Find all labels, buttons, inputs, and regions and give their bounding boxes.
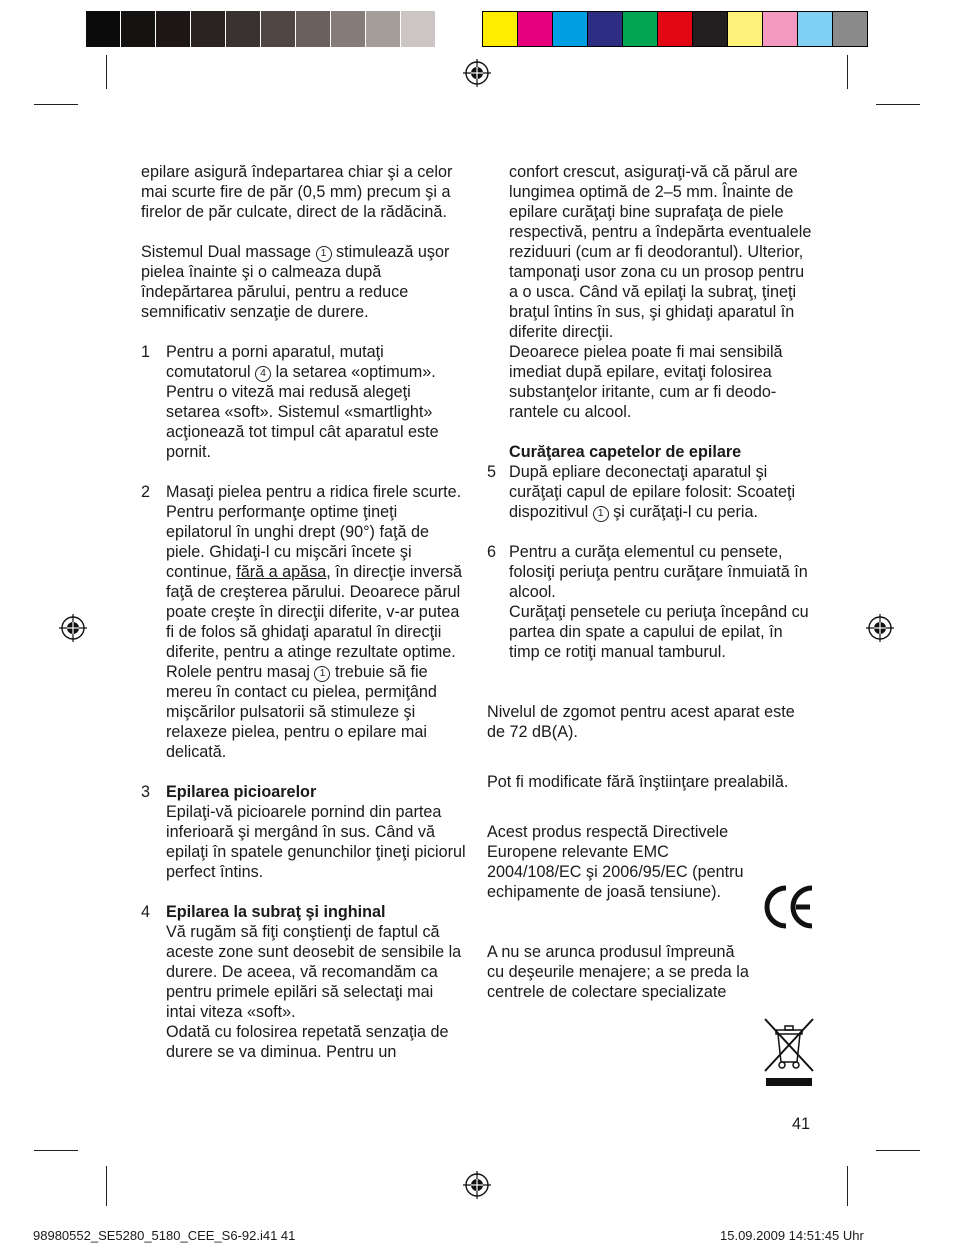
color-swatch (436, 11, 471, 47)
color-swatch (121, 11, 156, 47)
crop-mark (847, 1166, 848, 1206)
step-number: 2 (141, 483, 151, 501)
color-swatch (588, 11, 623, 47)
crop-mark (106, 55, 107, 89)
crop-mark (34, 1150, 78, 1151)
registration-mark-icon (463, 59, 491, 87)
color-swatch (261, 11, 296, 47)
step-3: 3 Epilarea picioarelor Epilaţi-vă picioarele pornind din partea inferioară şi mergând în sus. Când vă epilaţi în spatele genunchilor ţineţi piciorul perfect întins. (141, 783, 466, 881)
step-6: 6 Pentru a curăţa elementul cu pensete, folosiţi periuţa pentru curăţare înmuiată în alcool. Curăţaţi pensetele cu periuţa începând cu partea din spate a capului de epilat, în timp ce rotiţi manual tamburul. (487, 543, 809, 661)
circled-number-4-icon: 4 (255, 366, 271, 382)
circled-number-1-icon: 1 (316, 246, 332, 262)
color-swatch (331, 11, 366, 47)
footer-timestamp: 15.09.2009 14:51:45 Uhr (720, 1228, 864, 1243)
color-swatch (518, 11, 553, 47)
registration-mark-icon (463, 1171, 491, 1199)
color-swatch (833, 11, 868, 47)
color-swatch (226, 11, 261, 47)
step-2: 2 Masaţi pielea pentru a ridica firele scurte. Pentru performanţe optime ţineţi epilatorul în unghi drept (90°) faţă de piele. Ghidaţi-l cu mişcări încete şi continue, fără a apăsa, în direcţie inversă faţă de creşterea părului. Deoarece părul poate creşte în direcţii diferite, v-ar putea fi de folos să ghidaţi aparatul în direcţii diferite, pentru a atinge rezultate optime. Rolele pentru masaj 1 trebuie să fie mereu în contact cu pielea, permiţând mişcărilor pulsatorii să stimuleze şi relaxeze pielea, pentru o epilare mai delicată. (141, 483, 463, 761)
crop-mark (876, 104, 920, 105)
color-swatch (401, 11, 436, 47)
step-heading: Epilarea la subraţ şi inghinal (166, 903, 386, 921)
color-swatch (191, 11, 226, 47)
disposal-text: A nu se arunca produsul împreună cu deşeurile menajere; a se preda la centrele de colectare specializate (487, 943, 749, 1001)
step-number: 5 (487, 463, 497, 481)
continued-paragraph: confort crescut, asiguraţi-vă că părul are lungimea optimă de 2–5 mm. Înainte de epilare curăţaţi bine suprafaţa de piele respectivă, pentru a îndepărta eventualele reziduuri (cum ar fi deodorantul). Ulterior, tamponaţi usor zona cu un prosop pentru a o usca. Când vă epilaţi la subraţ, ţineţi braţul întins în sus, şi ghidaţi aparatul în diferite direcţii. (509, 163, 812, 341)
step-4: 4 Epilarea la subraţ şi inghinal Vă rugăm să fiţi conştienţi de faptul că aceste zone sunt deosebit de sensibile la durere. De aceea, vă recomandăm ca pentru primele epilări să selectaţi mai intai viteza «soft». Odată cu folosirea repetată senzaţia de durere se va diminua. Pentru un (141, 902, 467, 1062)
color-swatch (623, 11, 658, 47)
process-color-bar (482, 11, 868, 47)
grayscale-color-bar (86, 11, 471, 47)
page-number: 41 (792, 1115, 811, 1133)
step-1: 1 Pentru a porni aparatul, mutaţi comutatorul 4 la setarea «optimum». Pentru o viteză mai redusă alegeţi setarea «soft». Sistemul «smartlight» acţionează tot timpul cât aparatul este pornit. (141, 343, 439, 461)
color-swatch (156, 11, 191, 47)
crop-mark (847, 55, 848, 89)
color-swatch (483, 11, 518, 47)
footer-file-info: 98980552_SE5280_5180_CEE_S6-92.i41 41 (33, 1228, 296, 1243)
crossed-out-bin-icon (762, 1016, 816, 1090)
color-swatch (296, 11, 331, 47)
crop-mark (34, 104, 78, 105)
left-column (141, 162, 467, 1062)
registration-mark-icon (59, 614, 87, 642)
color-swatch (86, 11, 121, 47)
color-swatch (763, 11, 798, 47)
modification-notice: Pot fi modificate fără înştiinţare prealabilă. (487, 773, 789, 791)
emphasis-underline: fără a apăsa (236, 563, 327, 581)
crop-mark (876, 1150, 920, 1151)
right-column: confort crescut, asiguraţi-vă că părul are lungimea optimă de 2–5 mm. Înainte de epilare curăţaţi bine suprafaţa de piele respectivă, pentru a îndepărta eventualele reziduuri (cum ar fi deodorantul). Ulterior, tamponaţi usor zona cu un prosop pentru a o usca. Când vă epilaţi la subraţ, ţineţi braţul întins în sus, şi ghidaţi aparatul în diferite direcţii. Deoarece pielea poate fi mai sensibilă imediat după epilare, evitaţi folosirea substanţelor iritante, cum ar fi deodo- rantele cu alcool. Curăţarea capetelor de epilare 5 După epliare deconectaţi aparatul şi curăţaţi capul de epilare folosit: Scoateţi dispozitivul 1 şi curăţaţi-l cu peria. 6 Pentru a curăţa elementul cu pensete, folosiţi periuţa pentru curăţare înmuiată în alcool. Curăţaţi pensetele cu periuţa începând cu partea din spate a capului de epilat, în timp ce rotiţi manual tamburul. Nivelul de zgomot pentru acest aparat este de 72 dB(A). Pot fi modificate fără înştiinţare prealabilă. Acest produs respectă Directivele Europene relevante EMC 2004/108/EC şi 2006/95/EC (pentru echipamente de joasă tensiune). A nu se arunca produsul împreună cu deşeurile menajere; a se preda la centrele de colectare specializate (487, 162, 817, 1002)
circled-number-1-icon: 1 (314, 666, 330, 682)
ce-compliance-text: Acest produs respectă Directivele Europene relevante EMC 2004/108/EC şi 2006/95/EC (pentru echipamente de joasă tensiune). (487, 823, 744, 901)
dual-massage-paragraph: Sistemul Dual massage 1 stimulează uşor pielea înainte şi o calmeaza după îndepărtarea părului, pentru a reduce semnificativ senzaţie de durere. (141, 243, 450, 321)
step-heading: Epilarea picioarelor (166, 783, 317, 801)
section-heading: Curăţarea capetelor de epilare (509, 443, 742, 461)
color-swatch (693, 11, 728, 47)
circled-number-1-icon: 1 (593, 506, 609, 522)
intro-paragraph: epilare asigură îndepartarea chiar şi a celor mai scurte fire de păr (0,5 mm) precum şi a firelor de păr culcate, direct de la rădăcină. (141, 163, 453, 221)
step-number: 6 (487, 543, 497, 561)
step-number: 1 (141, 343, 151, 361)
ce-mark-icon (762, 880, 816, 934)
step-number: 4 (141, 903, 151, 921)
noise-level-text: Nivelul de zgomot pentru acest aparat este de 72 dB(A). (487, 703, 795, 741)
step-5: 5 După epliare deconectaţi aparatul şi curăţaţi capul de epilare folosit: Scoateţi dispozitivul 1 şi curăţaţi-l cu peria. (487, 463, 796, 521)
registration-mark-icon (866, 614, 894, 642)
step-number: 3 (141, 783, 151, 801)
color-swatch (553, 11, 588, 47)
color-swatch (728, 11, 763, 47)
color-swatch (798, 11, 833, 47)
crop-mark (106, 1166, 107, 1206)
color-swatch (366, 11, 401, 47)
color-swatch (658, 11, 693, 47)
